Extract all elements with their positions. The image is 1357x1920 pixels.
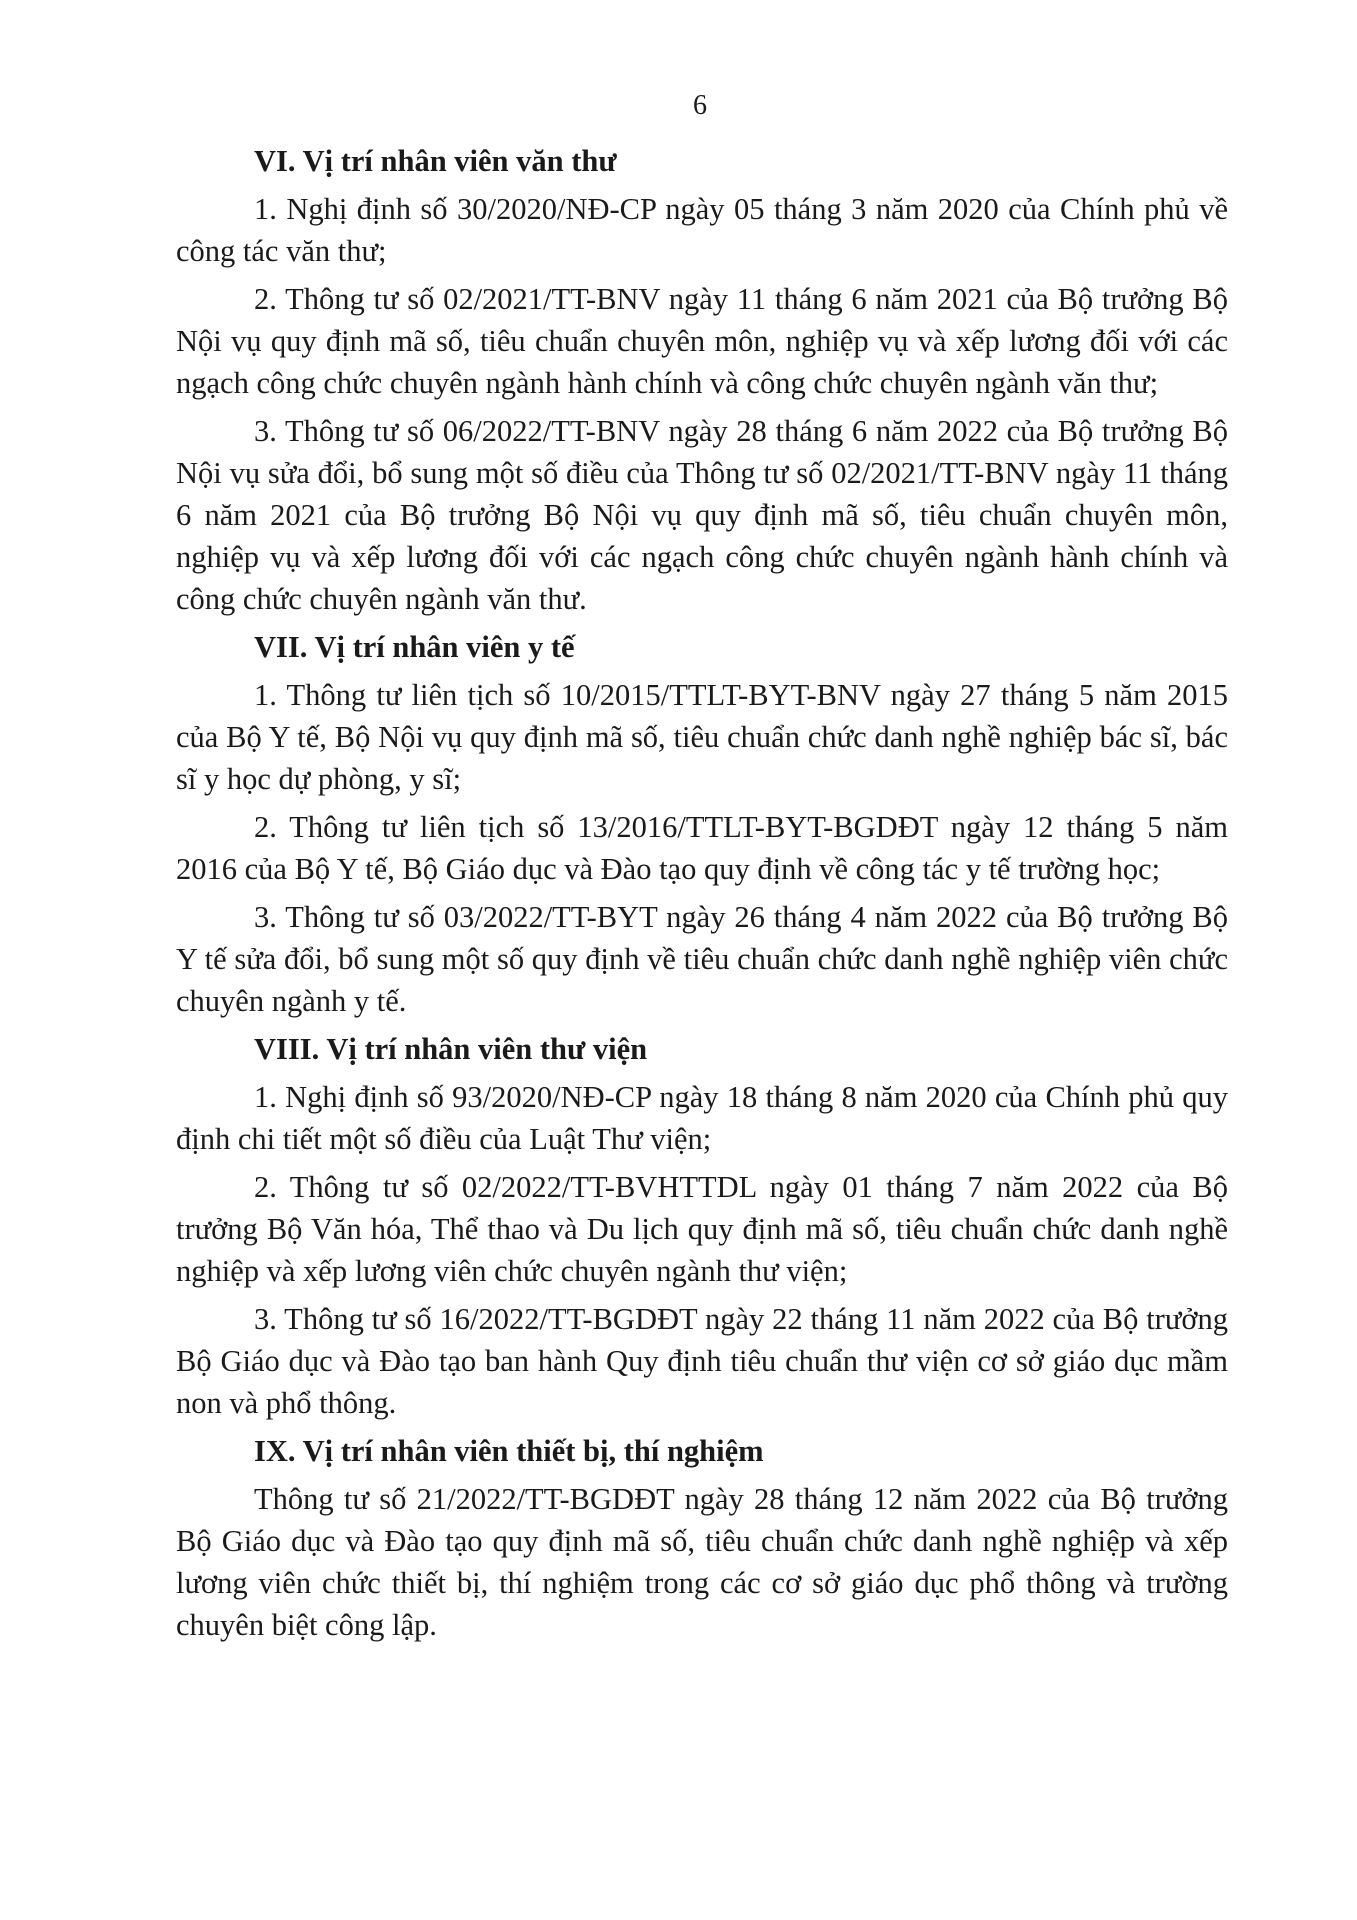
section-ix-equipment xyxy=(176,1430,1228,1646)
section-paragraph: 3. Thông tư số 16/2022/TT-BGDĐT ngày 22 tháng 11 năm 2022 của Bộ trưởng Bộ Giáo dục và Đào tạo ban hành Quy định tiêu chuẩn thư viện cơ sở giáo dục mầm non và phổ thông. xyxy=(176,1302,1228,1420)
section-paragraph: 2. Thông tư liên tịch số 13/2016/TTLT-BYT-BGDĐT ngày 12 tháng 5 năm 2016 của Bộ Y tế, Bộ Giáo dục và Đào tạo quy định về công tác y tế trường học; xyxy=(176,810,1228,886)
section-paragraph: 3. Thông tư số 03/2022/TT-BYT ngày 26 tháng 4 năm 2022 của Bộ trưởng Bộ Y tế sửa đổi, bổ sung một số quy định về tiêu chuẩn chức danh nghề nghiệp viên chức chuyên ngành y tế. xyxy=(176,900,1228,1018)
section-heading: VIII. Vị trí nhân viên thư viện xyxy=(254,1032,648,1066)
section-paragraph: Thông tư số 21/2022/TT-BGDĐT ngày 28 tháng 12 năm 2022 của Bộ trưởng Bộ Giáo dục và Đào tạo quy định mã số, tiêu chuẩn chức danh nghề nghiệp và xếp lương viên chức thiết bị, thí nghiệm trong các cơ sở giáo dục phổ thông và trường chuyên biệt công lập. xyxy=(176,1482,1228,1642)
page-number: 6 xyxy=(693,90,707,121)
section-heading: IX. Vị trí nhân viên thiết bị, thí nghiệm xyxy=(254,1434,764,1468)
section-paragraph: 1. Thông tư liên tịch số 10/2015/TTLT-BYT-BNV ngày 27 tháng 5 năm 2015 của Bộ Y tế, Bộ Nội vụ quy định mã số, tiêu chuẩn chức danh nghề nghiệp bác sĩ, bác sĩ y học dự phòng, y sĩ; xyxy=(176,678,1228,796)
section-viii-library xyxy=(176,1028,1228,1424)
section-paragraph: 1. Nghị định số 93/2020/NĐ-CP ngày 18 tháng 8 năm 2020 của Chính phủ quy định chi tiết một số điều của Luật Thư viện; xyxy=(176,1080,1228,1156)
section-paragraph: 3. Thông tư số 06/2022/TT-BNV ngày 28 tháng 6 năm 2022 của Bộ trưởng Bộ Nội vụ sửa đổi, bổ sung một số điều của Thông tư số 02/2021/TT-BNV ngày 11 tháng 6 năm 2021 của Bộ trưởng Bộ Nội vụ quy định mã số, tiêu chuẩn chuyên môn, nghiệp vụ và xếp lương đối với các ngạch công chức chuyên ngành hành chính và công chức chuyên ngành văn thư. xyxy=(176,414,1228,616)
section-vi-clerk xyxy=(176,140,1228,620)
section-heading: VII. Vị trí nhân viên y tế xyxy=(254,630,575,664)
document-body xyxy=(176,140,1228,1652)
section-heading: VI. Vị trí nhân viên văn thư xyxy=(254,144,617,178)
section-vii-medical xyxy=(176,626,1228,1022)
section-paragraph: 1. Nghị định số 30/2020/NĐ-CP ngày 05 tháng 3 năm 2020 của Chính phủ về công tác văn thư; xyxy=(176,192,1228,268)
section-paragraph: 2. Thông tư số 02/2022/TT-BVHTTDL ngày 01 tháng 7 năm 2022 của Bộ trưởng Bộ Văn hóa, Thể thao và Du lịch quy định mã số, tiêu chuẩn chức danh nghề nghiệp và xếp lương viên chức chuyên ngành thư viện; xyxy=(176,1170,1228,1288)
section-paragraph: 2. Thông tư số 02/2021/TT-BNV ngày 11 tháng 6 năm 2021 của Bộ trưởng Bộ Nội vụ quy định mã số, tiêu chuẩn chuyên môn, nghiệp vụ và xếp lương đối với các ngạch công chức chuyên ngành hành chính và công chức chuyên ngành văn thư; xyxy=(176,282,1228,400)
